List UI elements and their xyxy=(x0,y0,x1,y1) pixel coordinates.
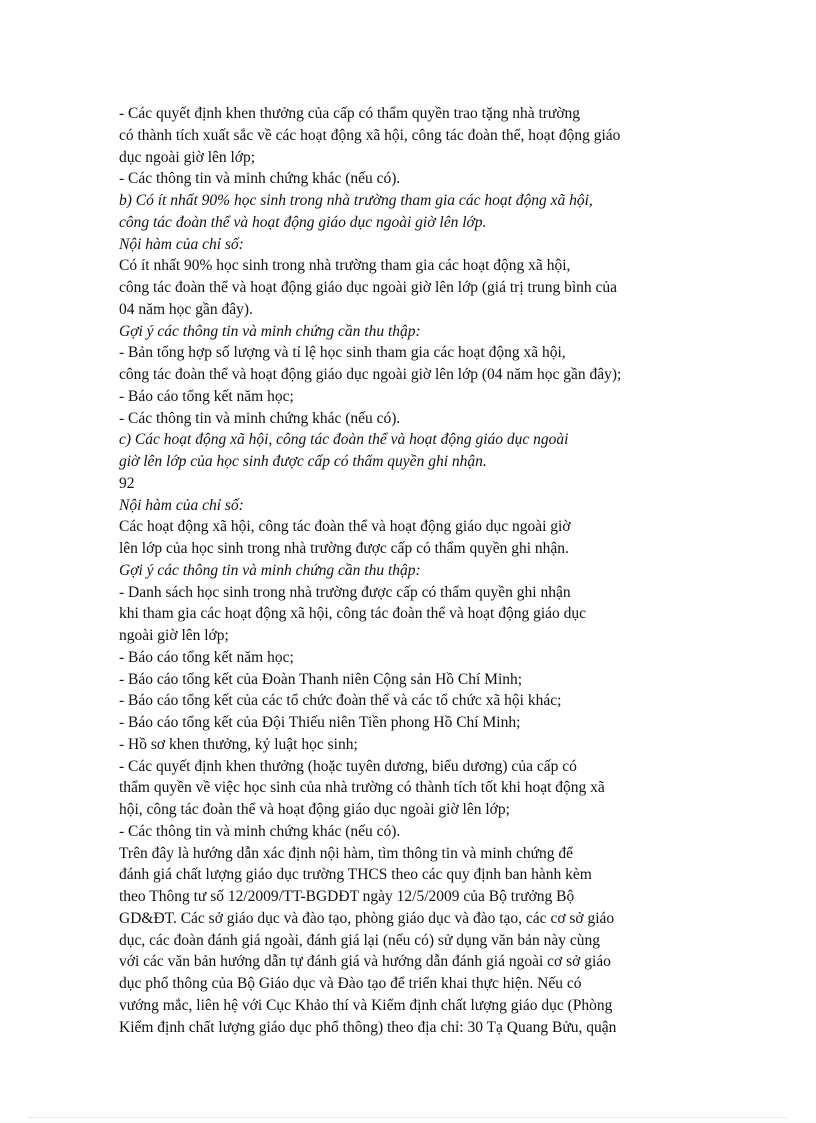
text-line: dục ngoài giờ lên lớp; xyxy=(119,148,256,166)
italic-heading-line: c) Các hoạt động xã hội, công tác đoàn thể và hoạt động giáo dục ngoài xyxy=(119,431,569,449)
text-line: 04 năm học gần đây). xyxy=(119,300,253,318)
text-line: - Hồ sơ khen thưởng, kỷ luật học sinh; xyxy=(119,735,358,753)
text-line: Trên đây là hướng dẫn xác định nội hàm, tìm thông tin và minh chứng để xyxy=(119,844,574,862)
italic-heading-line: Nội hàm của chỉ số: xyxy=(119,496,244,514)
text-line: Kiểm định chất lượng giáo dục phổ thông) theo địa chỉ: 30 Tạ Quang Bửu, quận xyxy=(119,1018,617,1036)
italic-heading-line: Gợi ý các thông tin và minh chứng cần thu thập: xyxy=(119,322,421,340)
text-line: dục phổ thông của Bộ Giáo dục và Đào tạo để triển khai thực hiện. Nếu có xyxy=(119,975,582,992)
italic-heading-line: b) Có ít nhất 90% học sinh trong nhà trường tham gia các hoạt động xã hội, xyxy=(119,192,593,209)
text-line: công tác đoàn thể và hoạt động giáo dục ngoài giờ lên lớp (giá trị trung bình của xyxy=(119,279,618,296)
text-line: - Báo cáo tổng kết năm học; xyxy=(119,648,294,666)
text-line: - Bản tổng hợp số lượng và tỉ lệ học sinh tham gia các hoạt động xã hội, xyxy=(119,344,566,362)
italic-heading-line: Nội hàm của chỉ số: xyxy=(119,235,244,253)
italic-heading-line: giờ lên lớp của học sinh được cấp có thẩm quyền ghi nhận. xyxy=(119,453,487,470)
text-line: GD&ĐT. Các sở giáo dục và đào tạo, phòng giáo dục và đào tạo, các cơ sở giáo xyxy=(119,909,615,927)
italic-heading-line: công tác đoàn thể và hoạt động giáo dục ngoài giờ lên lớp. xyxy=(119,213,487,231)
text-line: - Báo cáo tổng kết của Đội Thiếu niên Tiền phong Hồ Chí Minh; xyxy=(119,714,521,731)
text-line: - Các quyết định khen thưởng (hoặc tuyên dương, biểu dương) của cấp có xyxy=(119,757,577,775)
text-line: - Danh sách học sinh trong nhà trường được cấp có thẩm quyền ghi nhận xyxy=(119,583,571,601)
text-line: - Các thông tin và minh chứng khác (nếu có). xyxy=(119,822,401,840)
page-bottom-border xyxy=(28,1117,788,1118)
text-line: - Báo cáo tổng kết của các tổ chức đoàn thể và các tổ chức xã hội khác; xyxy=(119,692,562,710)
text-line: dục, các đoàn đánh giá ngoài, đánh giá lại (nếu có) sử dụng văn bản này cùng xyxy=(119,931,600,949)
text-line: với các văn bản hướng dẫn tự đánh giá và hướng dẫn đánh giá ngoài cơ sở giáo xyxy=(119,953,611,971)
text-line: khi tham gia các hoạt động xã hội, công tác đoàn thể và hoạt động giáo dục xyxy=(119,605,587,623)
text-line: lên lớp của học sinh trong nhà trường được cấp có thẩm quyền ghi nhận. xyxy=(119,540,569,557)
text-line: 92 xyxy=(119,474,135,492)
text-line: hội, công tác đoàn thể và hoạt động giáo dục ngoài giờ lên lớp; xyxy=(119,801,510,818)
text-line: vướng mắc, liên hệ với Cục Khảo thí và Kiểm định chất lượng giáo dục (Phòng xyxy=(119,996,613,1014)
italic-heading-line: Gợi ý các thông tin và minh chứng cần thu thập: xyxy=(119,561,421,579)
text-line: Các hoạt động xã hội, công tác đoàn thể và hoạt động giáo dục ngoài giờ xyxy=(119,518,571,536)
text-line: đánh giá chất lượng giáo dục trường THCS theo các quy định ban hành kèm xyxy=(119,866,592,884)
text-line: - Báo cáo tổng kết năm học; xyxy=(119,387,294,405)
document-body xyxy=(119,103,689,1038)
text-line: - Báo cáo tổng kết của Đoàn Thanh niên Cộng sản Hồ Chí Minh; xyxy=(119,670,523,688)
text-line: - Các thông tin và minh chứng khác (nếu có). xyxy=(119,170,401,188)
text-line: có thành tích xuất sắc về các hoạt động xã hội, công tác đoàn thể, hoạt động giáo xyxy=(119,126,621,144)
text-line: ngoài giờ lên lớp; xyxy=(119,627,229,644)
text-line: Có ít nhất 90% học sinh trong nhà trường tham gia các hoạt động xã hội, xyxy=(119,257,571,275)
text-line: - Các thông tin và minh chứng khác (nếu có). xyxy=(119,409,401,427)
text-line: theo Thông tư số 12/2009/TT-BGDĐT ngày 12/5/2009 của Bộ trưởng Bộ xyxy=(119,888,575,905)
text-line: - Các quyết định khen thưởng của cấp có thẩm quyền trao tặng nhà trường xyxy=(119,105,581,122)
text-line: công tác đoàn thể và hoạt động giáo dục ngoài giờ lên lớp (04 năm học gần đây); xyxy=(119,366,622,383)
text-line: thẩm quyền về việc học sinh của nhà trường có thành tích tốt khi hoạt động xã xyxy=(119,779,605,797)
